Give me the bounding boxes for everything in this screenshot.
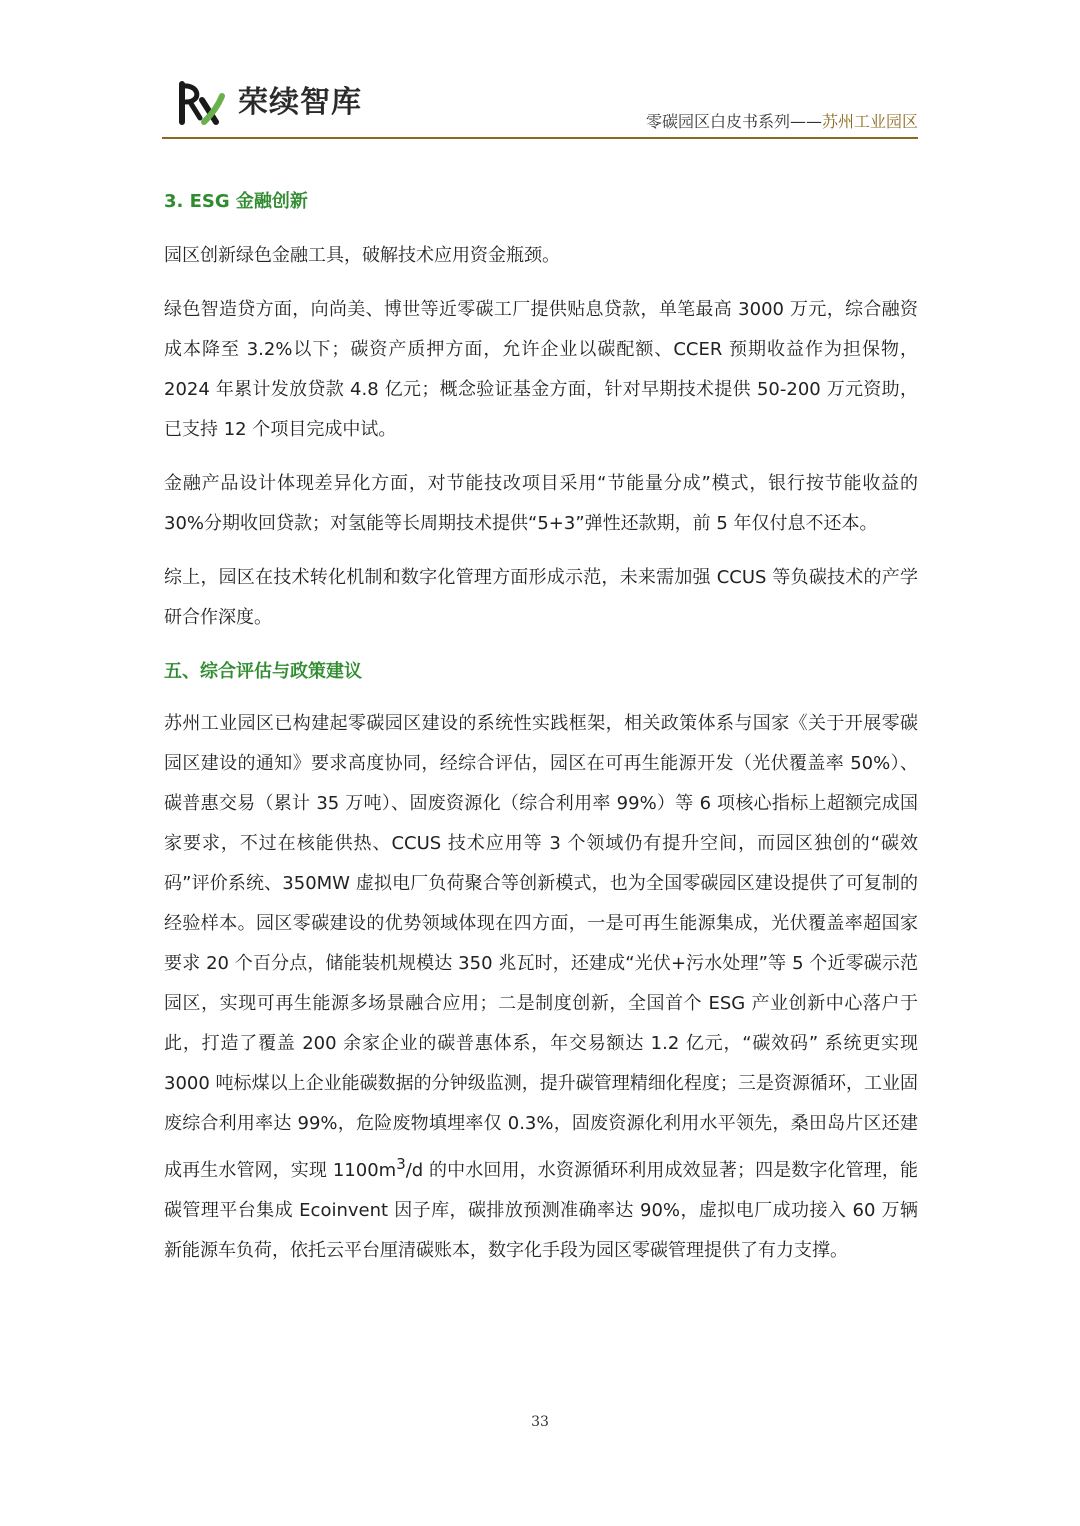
paragraph-summary: 综上，园区在技术转化机制和数字化管理方面形成示范，未来需加强 CCUS 等负碳技术的产学研合作深度。: [164, 567, 918, 628]
paragraph-differentiated-products: 金融产品设计体现差异化方面，对节能技改项目采用“节能量分成”模式，银行按节能收益的 30%分期收回贷款；对氢能等长周期技术提供“5+3”弹性还款期，前 5 年仅付息不还本。: [164, 473, 918, 534]
section-heading-esg-finance: 3. ESG 金融创新: [164, 191, 308, 212]
page-number: 33: [531, 1414, 549, 1430]
series-accent: 苏州工业园区: [821, 112, 918, 131]
evaluation-text-part1: 苏州工业园区已构建起零碳园区建设的系统性实践框架，相关政策体系与国家《关于开展零碳园区建设的通知》要求高度协同，经综合评估，园区在可再生能源开发（光伏覆盖率 50%）、碳普惠交易（累计 35 万吨）、固废资源化（综合利用率 99%）等 6 项核心指标上超额完成国家要求，不过在核能供热、CCUS 技术应用等 3 个领域仍有提升空间，而园区独创的“碳效码”评价系统、350MW 虚拟电厂负荷聚合等创新模式，也为全国零碳园区建设提供了可复制的经验样本。园区零碳建设的优势领域体现在四方面，一是可再生能源集成，光伏覆盖率超国家要求 20 个百分点，储能装机规模达 350 兆瓦时，还建成“光伏+污水处理”等 5 个近零碳示范园区，实现可再生能源多场景融合应用；二是制度创新，全国首个 ESG 产业创新中心落户于此，打造了覆盖 200 余家企业的碳普惠体系，年交易额达 1.2 亿元，“碳效码” 系统更实现 3000 吨标煤以上企业能碳数据的分钟级监测，提升碳管理精细化程度；三是资源循环，工业固废综合利用率达 99%，危险废物填埋率仅 0.3%，固废资源化利用水平领先，桑田岛片区还建成再生水管网，实现 1100m: [164, 713, 918, 1181]
rx-logo-icon: [178, 80, 230, 126]
logo-text: 荣续智库: [238, 85, 362, 120]
header-divider: [162, 137, 918, 139]
brand-logo: [178, 80, 362, 126]
paragraph-intro: 园区创新绿色金融工具，破解技术应用资金瓶颈。: [164, 245, 560, 266]
series-prefix: 零碳园区白皮书系列——: [645, 112, 822, 131]
evaluation-text-part2: /d 的中水回用，水资源循环利用成效显著；四是数字化管理，能碳管理平台集成 Ecoinvent 因子库，碳排放预测准确率达 90%，虚拟电厂成功接入 60 万辆新能源车负荷，依托云平台厘清碳账本，数字化手段为园区零碳管理提供了有力支撑。: [164, 1160, 918, 1261]
superscript-3: 3: [396, 1155, 406, 1173]
paragraph-green-loans: 绿色智造贷方面，向尚美、博世等近零碳工厂提供贴息贷款，单笔最高 3000 万元，综合融资成本降至 3.2%以下；碳资产质押方面，允许企业以碳配额、CCER 预期收益作为担保物，2024 年累计发放贷款 4.8 亿元；概念验证基金方面，针对早期技术提供 50-200 万元资助，已支持 12 个项目完成中试。: [164, 299, 918, 440]
page-content: [164, 182, 918, 1285]
series-title: [646, 110, 918, 134]
paragraph-evaluation: [164, 704, 918, 1271]
section-heading-evaluation: 五、综合评估与政策建议: [164, 661, 362, 682]
